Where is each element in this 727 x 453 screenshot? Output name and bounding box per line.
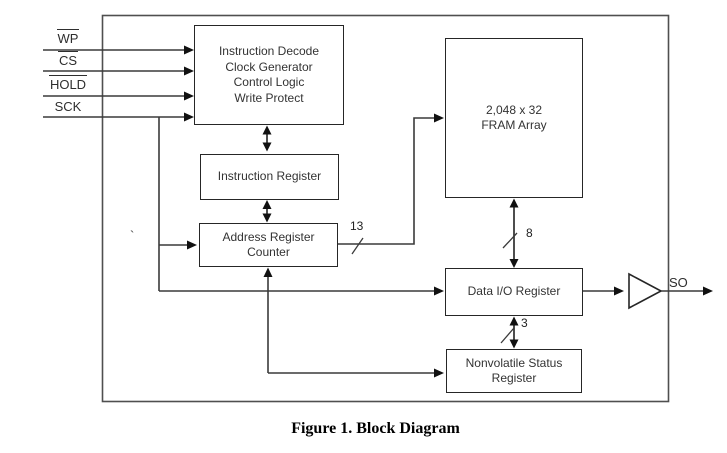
- arrow-up-icon: [510, 199, 519, 208]
- input-arrowheads: [184, 46, 194, 122]
- arrowhead-into-buffer-icon: [614, 287, 624, 296]
- block-address-register-counter: [199, 223, 338, 267]
- arrow-up-icon: [263, 200, 272, 209]
- arrowhead-into-data-io-icon: [434, 287, 444, 296]
- block-fram-array: [445, 38, 583, 198]
- block-line: Instruction Decode: [218, 44, 320, 58]
- pin-label-wp: [43, 29, 93, 46]
- block-instruction-register: [200, 154, 339, 200]
- pin-name: WP: [57, 31, 79, 46]
- block-instruction-decode: [194, 25, 344, 125]
- block-line: Instruction Register: [217, 169, 322, 184]
- block-line: Nonvolatile Status: [465, 355, 563, 370]
- pin-label-sck: [43, 98, 93, 114]
- output-buffer-triangle-icon: [629, 274, 661, 308]
- block-line: Write Protect: [234, 90, 304, 105]
- arrowhead-into-address-register-bottom-icon: [264, 268, 273, 278]
- block-line: Control Logic: [233, 75, 305, 89]
- pin-name: SCK: [54, 99, 82, 114]
- pin-name: CS: [58, 53, 78, 68]
- block-line: Counter: [247, 245, 290, 259]
- pin-label-so: SO: [669, 275, 688, 290]
- arrowhead-into-status-register-icon: [434, 369, 444, 378]
- arrowhead-so-icon: [703, 287, 713, 296]
- arrowhead-sck-icon: [184, 113, 194, 122]
- bidir-arrow-fram-dataio: [503, 199, 519, 269]
- arrow-down-icon: [510, 259, 519, 268]
- block-line: FRAM Array: [481, 118, 547, 132]
- bidir-arrow-instruction-address: [263, 200, 272, 223]
- bidir-arrow-decode-instruction: [263, 126, 272, 152]
- serial-output-path: [583, 274, 713, 308]
- arrow-down-icon: [510, 340, 519, 349]
- pin-label-cs: [43, 51, 93, 68]
- pin-name: HOLD: [49, 77, 87, 92]
- bidir-arrow-dataio-status: [501, 317, 519, 349]
- arrow-up-icon: [263, 126, 272, 135]
- block-data-io-register: [445, 268, 583, 316]
- stray-tick-mark: `: [130, 228, 135, 243]
- bus-width-status: 3: [521, 316, 528, 330]
- bus-width-address: 13: [350, 219, 364, 233]
- pin-label-hold: [43, 75, 93, 92]
- figure-caption: Figure 1. Block Diagram: [291, 420, 460, 437]
- bus-slash-8-icon: [503, 233, 517, 248]
- block-line: Clock Generator: [225, 59, 313, 74]
- block-nonvolatile-status-register: [446, 349, 582, 393]
- block-line: Address Register: [222, 229, 315, 244]
- arrow-up-icon: [510, 317, 519, 326]
- block-line: 2,048 x 32: [485, 102, 543, 117]
- arrowhead-wp-icon: [184, 46, 194, 55]
- arrowhead-into-fram-icon: [434, 114, 444, 123]
- arrowhead-cs-icon: [184, 67, 194, 76]
- block-line: Data I/O Register: [467, 284, 561, 299]
- block-line: Register: [491, 371, 537, 385]
- arrowhead-into-address-register-icon: [187, 241, 197, 250]
- bus-width-data: 8: [526, 226, 533, 240]
- bus-slash-13-icon: [352, 238, 363, 254]
- arrow-down-icon: [263, 143, 272, 152]
- arrowhead-hold-icon: [184, 92, 194, 101]
- arrow-down-icon: [263, 214, 272, 223]
